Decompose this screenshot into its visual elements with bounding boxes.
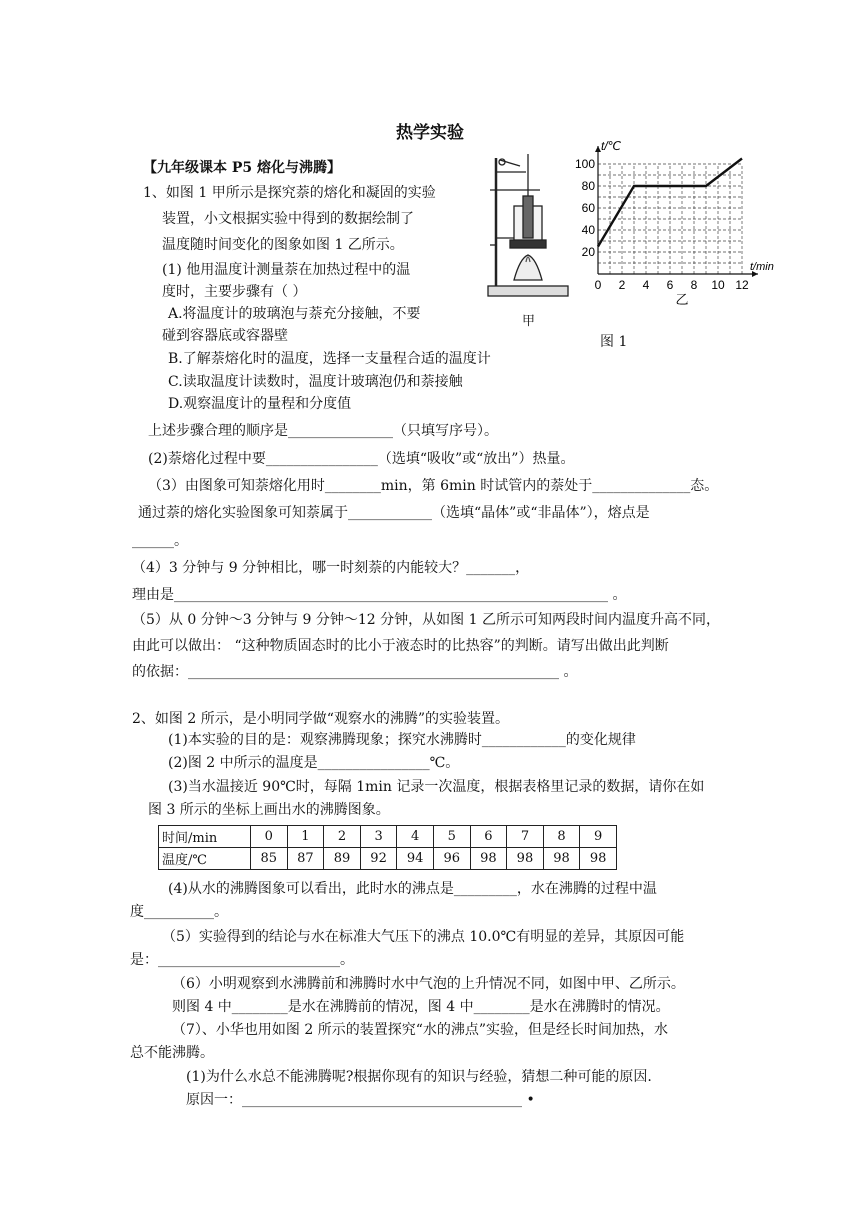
x-tick-label: 10: [711, 278, 725, 292]
q2-part3a: (3)当水温接近 90℃时，每隔 1min 记录一次温度，根据表格里记录的数据，请你在如: [168, 779, 705, 795]
table-cell: 98: [507, 848, 544, 870]
x-tick-label: 0: [594, 278, 602, 292]
q1-part4a: （4）3 分钟与 9 分钟相比，哪一时刻萘的内能较大？_______，: [132, 560, 530, 576]
table-cell: 8: [543, 826, 580, 848]
x-tick-label: 8: [690, 278, 698, 292]
table-cell: 98: [580, 848, 617, 870]
table-cell: 87: [287, 848, 324, 870]
y-tick-label: 40: [581, 223, 595, 237]
table-cell: 9: [580, 826, 617, 848]
q1-part3: （3）由图象可知萘熔化用时________min，第 6min 时试管内的萘处于______________态。: [148, 478, 719, 494]
q1-part3b: 通过萘的熔化实验图象可知萘属于____________（选填“晶体”或“非晶体”），熔点是: [138, 505, 650, 521]
q2-part6b: 则图 4 中________是水在沸腾前的情况，图 4 中________是水在沸腾时的情况。: [172, 999, 670, 1015]
q2-part4a: (4)从水的沸腾图象可以看出，此时水的沸点是_________，水在沸腾的过程中温: [168, 881, 657, 897]
q2-part5a: （5）实验得到的结论与水在标准大气压下的沸点 10.0℃有明显的差异，其原因可能: [162, 929, 685, 945]
section-header: 【九年级课本 P5 熔化与沸腾】: [143, 160, 342, 176]
y-tick-label: 100: [574, 157, 595, 171]
y-tick-label: 20: [581, 245, 595, 259]
table-cell: 4: [397, 826, 434, 848]
option-d: D.观察温度计的量程和分度值: [168, 396, 352, 412]
q2-part3b: 图 3 所示的坐标上画出水的沸腾图象。: [148, 802, 390, 818]
q2-part5b: 是：__________________________。: [130, 952, 354, 968]
table-cell: 5: [433, 826, 470, 848]
figure-label-jia: 甲: [522, 314, 536, 329]
table-cell: 96: [433, 848, 470, 870]
x-axis-label: t/min: [750, 261, 774, 273]
table-cell: 85: [251, 848, 288, 870]
q2-part8: (1)为什么水总不能沸腾呢?根据你现有的知识与经验，猜想二种可能的原因.: [186, 1069, 652, 1085]
q2-part4b: 度__________。: [130, 904, 228, 920]
option-a-line2: 碰到容器底或容器壁: [162, 328, 288, 344]
q2-reason-one: 原因一：________________________________________ •: [186, 1092, 535, 1108]
table-cell: 98: [543, 848, 580, 870]
q1-part2: (2)萘熔化过程中要________________（选填“吸收”或“放出”）热量。: [148, 451, 575, 467]
q1-line2: 装置，小文根据实验中得到的数据绘制了: [162, 211, 414, 227]
p1-line1: (1) 他用温度计测量萘在加热过程中的温: [162, 262, 411, 278]
x-tick-label: 12: [735, 278, 749, 292]
q1-part5a: （5）从 0 分钟～3 分钟与 9 分钟～12 分钟，从如图 1 乙所示可知两段时间内温度升高不同，: [132, 612, 720, 628]
q2-part7a: （7）、小华也用如图 2 所示的装置探究“水的沸点”实验，但是经长时间加热，水: [172, 1022, 669, 1038]
figure-label-yi: 乙: [675, 292, 689, 307]
option-b: B.了解萘熔化时的温度，选择一支量程合适的温度计: [168, 351, 491, 367]
page-title: 热学实验: [396, 123, 464, 143]
q1-part5c: 的依据：_____________________________________________________ 。: [132, 664, 578, 680]
q2-part6a: （6）小明观察到水沸腾前和沸腾时水中气泡的上升情况不同，如图中甲、乙所示。: [172, 976, 685, 992]
table-cell: 89: [324, 848, 361, 870]
q2-part2: (2)图 2 中所示的温度是________________℃。: [168, 755, 460, 771]
table-row-time: [159, 826, 617, 848]
y-tick-label: 80: [581, 179, 595, 193]
q1-line3: 温度随时间变化的图象如图 1 乙所示。: [162, 237, 404, 253]
q1-line1: 1、如图 1 甲所示是探究萘的熔化和凝固的实验: [143, 185, 436, 201]
table-row-temp: [159, 848, 617, 870]
y-axis-label: t/℃: [601, 139, 622, 153]
table-header-time: 时间/min: [159, 826, 251, 848]
temperature-time-chart: [568, 139, 784, 332]
option-a-line1: A.将温度计的玻璃泡与萘充分接触，不要: [168, 306, 421, 322]
x-tick-label: 4: [642, 278, 650, 292]
q1-part5b: 由此可以做出： “这种物质固态时的比小于液态时的比热容”的判断。请写出做出此判断: [132, 638, 669, 654]
table-cell: 0: [251, 826, 288, 848]
p1-line2: 度时，主要步骤有（ ）: [162, 284, 307, 300]
data-table: [158, 825, 617, 870]
table-cell: 94: [397, 848, 434, 870]
q2-part7b: 总不能沸腾。: [130, 1045, 214, 1061]
x-tick-label: 2: [618, 278, 626, 292]
table-cell: 1: [287, 826, 324, 848]
table-cell: 2: [324, 826, 361, 848]
order-question: 上述步骤合理的顺序是_______________（只填写序号）。: [148, 423, 498, 439]
table-cell: 98: [470, 848, 507, 870]
q1-part3c: ______。: [132, 533, 188, 549]
table-cell: 92: [360, 848, 397, 870]
table-header-temp: 温度/℃: [159, 848, 251, 870]
q2-intro: 2、如图 2 所示，是小明同学做“观察水的沸腾”的实验装置。: [132, 711, 510, 727]
table-cell: 7: [507, 826, 544, 848]
x-tick-label: 6: [666, 278, 674, 292]
apparatus-illustration: [480, 150, 575, 325]
figure-caption: 图 1: [600, 334, 628, 350]
y-tick-label: 60: [581, 201, 595, 215]
q2-part1: (1)本实验的目的是：观察沸腾现象；探究水沸腾时____________的变化规律: [168, 732, 636, 748]
option-c: C.读取温度计读数时，温度计玻璃泡仍和萘接触: [168, 374, 463, 390]
table-cell: 6: [470, 826, 507, 848]
table-cell: 3: [360, 826, 397, 848]
q1-part4b: 理由是______________________________________________________________ 。: [132, 587, 627, 603]
